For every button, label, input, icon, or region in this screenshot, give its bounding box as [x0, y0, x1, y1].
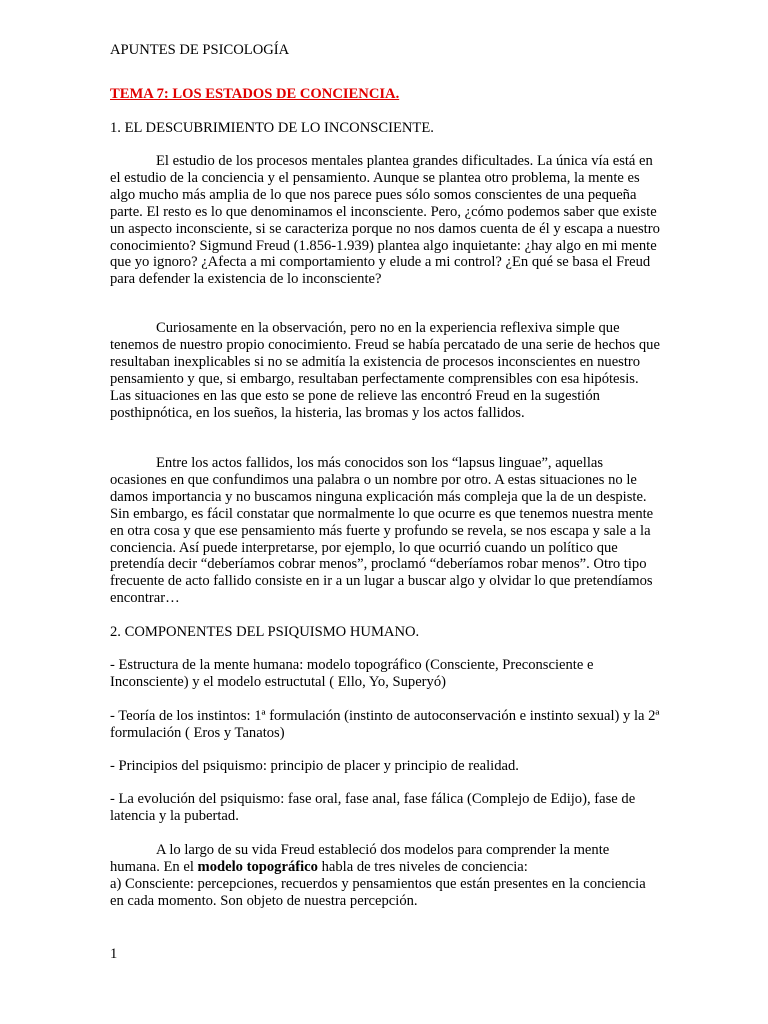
page-number: 1: [110, 946, 118, 962]
paragraph-1: El estudio de los procesos mentales plantea grandes dificultades. La única vía está en el estudio de la conciencia y el pensamiento. Aunque se plantea otro problema, la mente es algo mucho más amplia de lo que nos parece pues sólo somos conscientes de una pequeña parte. El resto es lo que denominamos el inconsciente. Pero, ¿cómo podemos saber que existe un aspecto inconsciente, si se caracteriza porque no nos damos cuenta de él y escapa a nuestro conocimiento? Sigmund Freud (1.856-1.939) plantea algo inquietante: ¿hay algo en mi mente que yo ignoro? ¿Afecta a mi comportamiento y elude a mi control? ¿En qué se basa el Freud para defender la existencia de lo inconsciente?: [110, 153, 660, 288]
chapter-title: TEMA 7: LOS ESTADOS DE CONCIENCIA.: [110, 86, 400, 102]
paragraph-3: Entre los actos fallidos, los más conocidos son los “lapsus linguae”, aquellas ocasiones en que confundimos una palabra o un nombre por otro. A estas situaciones no le damos importancia y no buscamos ninguna explicación más compleja que la de un despiste. Sin embargo, es fácil constatar que normalmente lo que ocurre es que tenemos nuestra mente en otra cosa y que ese pensamiento más fuerte y profundo se revela, se nos escapa y sale a la conciencia. Así puede interpretarse, por ejemplo, lo que ocurrió cuando un político que pretendía decir “deberíamos cobrar menos”, proclamó “deberíamos robar menos”. Otro tipo frecuente de acto fallido consiste en ir a un lugar a buscar algo y olvidar lo que pretendíamos encontrar…: [110, 455, 654, 607]
running-header: APUNTES DE PSICOLOGÍA: [110, 42, 290, 58]
paragraph-4-end: habla de tres niveles de conciencia:: [317, 858, 528, 875]
paragraph-4-start: A lo largo de su vida Freud estableció dos modelos para comprender la mente humana. En el: [110, 842, 610, 875]
list-item-principles: - Principios del psiquismo: principio de placer y principio de realidad.: [110, 758, 519, 774]
paragraph-4: [110, 842, 660, 876]
paragraph-4-bold: modelo topográfico: [197, 858, 318, 875]
paragraph-2: Curiosamente en la observación, pero no en la experiencia reflexiva simple que tenemos de nuestro propio conocimiento. Freud se había percatado de una serie de hechos que resultaban inexplicables si no se admitía la existencia de procesos inconscientes en nuestro pensamiento y que, si embargo, resultaban perfectamente comprensibles con esa hipótesis. Las situaciones en las que esto se pone de relieve las encontró Freud en la sugestión posthipnótica, en los sueños, la histeria, las bromas y los actos fallidos.: [110, 320, 660, 421]
section-heading-1: 1. EL DESCUBRIMIENTO DE LO INCONSCIENTE.: [110, 120, 434, 136]
list-item-evolution: - La evolución del psiquismo: fase oral, fase anal, fase fálica (Complejo de Edijo), fase de latencia y la pubertad.: [110, 791, 636, 824]
paragraph-4-item-a: a) Consciente: percepciones, recuerdos y pensamientos que están presentes en la conciencia en cada momento. Son objeto de nuestra percepción.: [110, 876, 646, 909]
list-item-structure: - Estructura de la mente humana: modelo topográfico (Consciente, Preconsciente e Inconsciente) y el modelo estructutal ( Ello, Yo, Superyó): [110, 657, 594, 690]
list-item-instincts: - Teoría de los instintos: 1ª formulación (instinto de autoconservación e instinto sexual) y la 2ª formulación ( Eros y Tanatos): [110, 708, 660, 741]
section-heading-2: 2. COMPONENTES DEL PSIQUISMO HUMANO.: [110, 624, 420, 640]
